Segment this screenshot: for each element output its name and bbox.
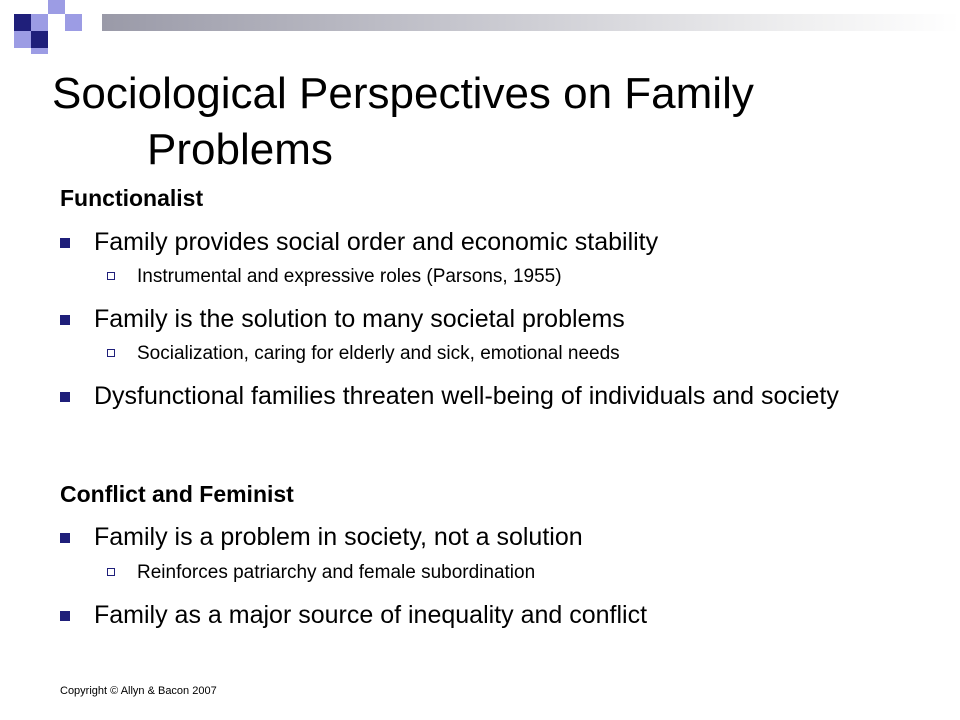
bullet-text: Family provides social order and economic stability <box>94 228 659 256</box>
deco-square <box>14 31 31 48</box>
bullet-item <box>60 522 900 552</box>
sub-bullet-text: Socialization, caring for elderly and sick, emotional needs <box>137 343 620 364</box>
deco-square <box>31 14 48 31</box>
bullet-text: Family as a major source of inequality and conflict <box>94 601 648 629</box>
copyright-footer: Copyright © Allyn & Bacon 2007 <box>60 685 217 697</box>
slide-title-line2: Problems <box>147 125 333 174</box>
hollow-square-bullet-icon <box>107 272 115 280</box>
bullet-item <box>60 381 900 411</box>
slide-title <box>52 66 932 178</box>
sub-bullet-text: Instrumental and expressive roles (Parsons, 1955) <box>137 266 562 287</box>
square-bullet-icon <box>60 238 70 248</box>
deco-square <box>48 0 65 14</box>
bullet-item <box>60 304 900 334</box>
deco-square <box>31 31 48 48</box>
deco-gradient-bar <box>102 14 960 31</box>
deco-square <box>14 14 31 31</box>
bullet-item <box>60 227 900 257</box>
bullet-item <box>60 600 900 630</box>
hollow-square-bullet-icon <box>107 568 115 576</box>
deco-square <box>31 48 48 54</box>
decorative-header <box>0 0 960 60</box>
deco-square <box>65 14 82 31</box>
bullet-text: Family is the solution to many societal problems <box>94 305 625 333</box>
section-heading-functionalist: Functionalist <box>60 185 204 211</box>
bullet-text: Dysfunctional families threaten well-being of individuals and society <box>94 382 839 410</box>
sub-bullet-item <box>107 265 907 289</box>
section-heading-conflict-feminist: Conflict and Feminist <box>60 481 294 507</box>
square-bullet-icon <box>60 315 70 325</box>
square-bullet-icon <box>60 533 70 543</box>
square-bullet-icon <box>60 611 70 621</box>
hollow-square-bullet-icon <box>107 349 115 357</box>
bullet-text: Family is a problem in society, not a solution <box>94 523 583 551</box>
sub-bullet-item <box>107 561 907 585</box>
sub-bullet-item <box>107 342 907 366</box>
slide-title-line1: Sociological Perspectives on Family <box>52 69 754 118</box>
square-bullet-icon <box>60 392 70 402</box>
sub-bullet-text: Reinforces patriarchy and female subordination <box>137 562 536 583</box>
